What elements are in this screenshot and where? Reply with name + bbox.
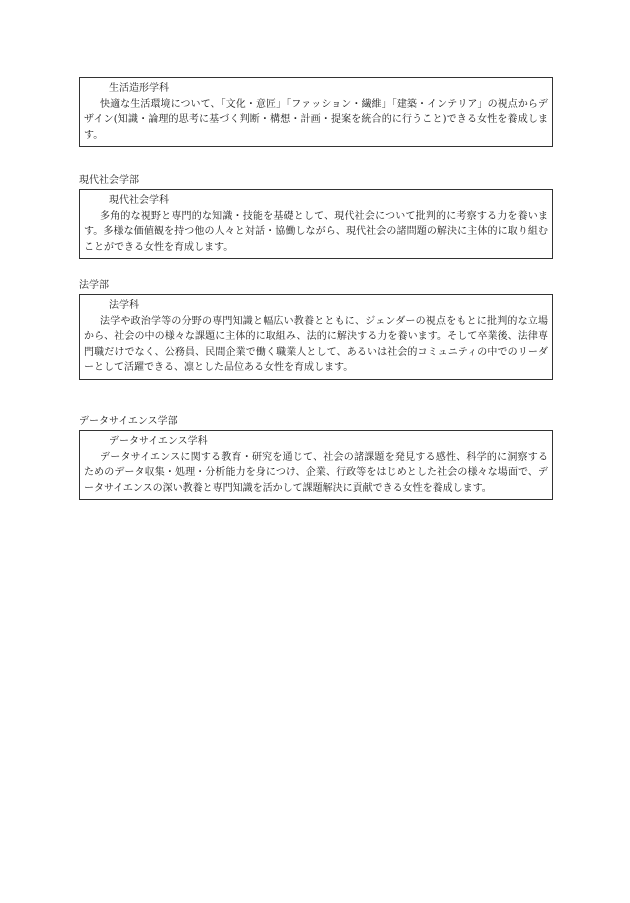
section-hougaku (79, 279, 553, 380)
course-box (79, 430, 553, 500)
section-seikatsu-zokei (79, 77, 553, 147)
course-description: 多角的な視野と専門的な知識・技能を基礎として、現代社会について批判的に考察する力を養います。多様な価値観を持つ他の人々と対話・協働しながら、現代社会の諸問題の解決に主体的に取り組むことができる女性を育成します。 (84, 210, 548, 253)
section-data-science (79, 415, 553, 500)
course-name: 現代社会学科 (109, 195, 169, 206)
faculty-heading: 現代社会学部 (79, 175, 139, 186)
faculty-heading: データサイエンス学部 (79, 416, 178, 427)
course-name: 法学科 (109, 300, 139, 311)
course-description: 法学や政治学等の分野の専門知識と幅広い教養とともに、ジェンダーの視点をもとに批判的な立場から、社会の中の様々な課題に主体的に取組み、法的に解決する力を養います。そして卒業後、法律専門職だけでなく、公務員、民間企業で働く職業人として、あるいは社会的コミュニティの中でのリーダーとして活躍できる、凛とした品位ある女性を育成します。 (84, 315, 548, 374)
course-description: データサイエンスに関する教育・研究を通じて、社会の諸課題を発見する感性、科学的に洞察するためのデータ収集・処理・分析能力を身につけ、企業、行政等をはじめとした社会の様々な場面で、データサイエンスの深い教養と専門知識を活かして課題解決に貢献できる女性を養成します。 (84, 451, 548, 494)
course-box (79, 189, 553, 259)
faculty-heading: 法学部 (79, 280, 109, 291)
course-box (79, 77, 553, 147)
course-name: データサイエンス学科 (109, 436, 208, 447)
course-box (79, 294, 553, 380)
course-description: 快適な生活環境について、「文化・意匠」「ファッション・繊維」「建築・インテリア」の視点からデザイン(知識・論理的思考に基づく判断・構想・計画・提案を統合的に行うこと)できる女性を養成します。 (84, 98, 548, 141)
course-name: 生活造形学科 (109, 83, 169, 94)
section-gendai-shakai (79, 174, 553, 259)
